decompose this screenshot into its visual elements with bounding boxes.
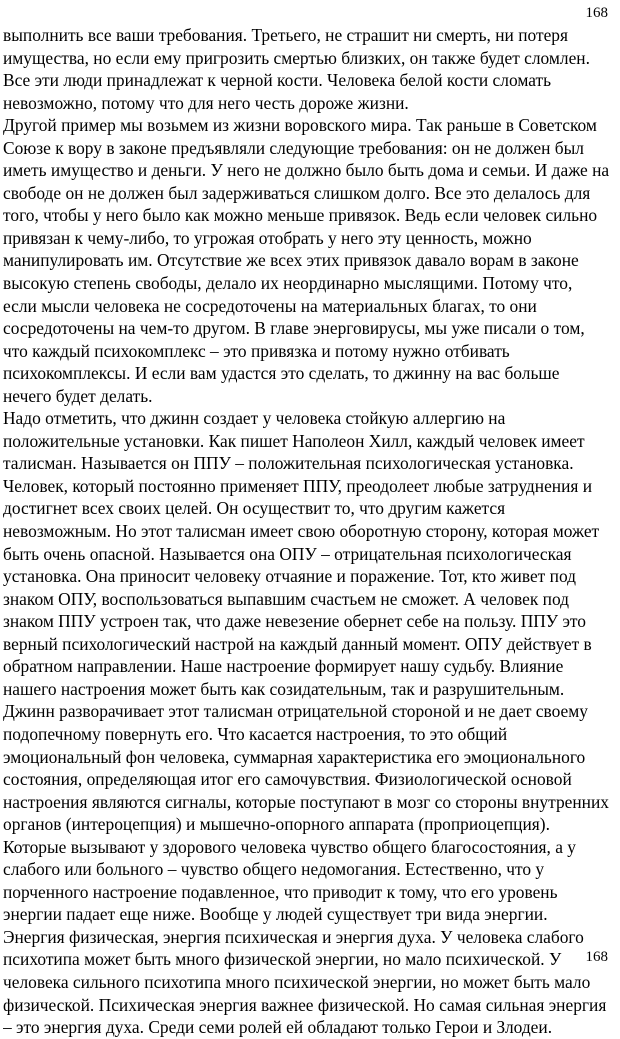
text-line: обратном направлении. Наше настроение формирует нашу судьбу. Влияние [3, 656, 564, 677]
text-line: сосредоточены на чем-то другом. В главе энерговирусы, мы уже писали о том, [3, 318, 585, 339]
text-line: что каждый психокомплекс – это привязка и потому нужно отбивать [3, 340, 510, 361]
text-line: – это энергия духа. Среди семи ролей ей обладают только Герои и Злодеи. [3, 1017, 553, 1038]
text-line: знаком ОПУ, воспользоваться выпавшим счастьем не сможет. А человек под [3, 588, 570, 609]
text-line: имущества, но если ему пригрозить смертью близких, он также будет сломлен. [3, 47, 590, 68]
text-line: энергии падает еще ниже. Вообще у людей существует три вида энергии. [3, 904, 548, 925]
text-line: состояния, определяющая итог его самочувствия. Физиологической основой [3, 769, 572, 790]
text-line: физической. Психическая энергия важнее физической. Но самая сильная энергия [3, 994, 607, 1015]
text-line: если мысли человека не сосредоточены на материальных благах, то они [3, 295, 537, 316]
text-line: настроения являются сигналы, которые поступают в мозг со стороны внутренних [3, 791, 609, 812]
text-line: психокомплексы. И если вам удастся это сделать, то джинну на вас больше [3, 363, 560, 384]
text-line: того, чтобы у него было как можно меньше привязок. Ведь если человек сильно [3, 205, 598, 226]
page-number-top: 168 [585, 5, 608, 21]
text-line: манипулировать им. Отсутствие же всех этих привязок давало ворам в законе [3, 250, 579, 271]
text-line: нашего настроения может быть как созидательным, так и разрушительным. [3, 678, 565, 699]
text-line: выполнить все ваши требования. Третьего, не страшит ни смерть, ни потеря [3, 25, 568, 45]
text-line: высокую степень свободы, делало их неординарно мыслящими. Потому что, [3, 273, 573, 294]
text-line: Союзе к вору в законе предъявляли следующие требования: он не должен был [3, 137, 584, 158]
text-line: верный психологический настрой на каждый данный момент. ОПУ действует в [3, 633, 592, 654]
text-line: органов (интероцепция) и мышечно-опорного аппарата (проприоцепция). [3, 814, 550, 835]
text-line: иметь имущество и деньги. У него не должно было быть дома и семьи. И даже на [3, 160, 610, 181]
text-line: привязан к чему-либо, то угрожая отобрать у него эту ценность, можно [3, 227, 532, 248]
text-line: порченного настроение подавленное, что приводит к тому, что его уровень [3, 881, 558, 902]
body-text [3, 24, 615, 1039]
text-line: нечего будет делать. [3, 385, 153, 406]
text-line: Человек, который постоянно применяет ППУ, преодолеет любые затруднения и [3, 475, 593, 496]
text-line: Энергия физическая, энергия психическая и энергия духа. У человека слабого [3, 926, 584, 947]
text-line: невозможным. Но этот талисман имеет свою оборотную сторону, которая может [3, 521, 600, 542]
page-number-bottom: 168 [585, 949, 608, 965]
text-line: положительные установки. Как пишет Наполеон Хилл, каждый человек имеет [3, 430, 585, 451]
text-line: слабого или больного – чувство общего недомогания. Естественно, что у [3, 859, 545, 880]
text-line: психотипа может быть много физической энергии, но мало психической. У [3, 949, 562, 970]
text-line: человека сильного психотипа много психической энергии, но может быть мало [3, 971, 591, 992]
text-line: подопечному повернуть его. Что касается настроения, то это общий [3, 723, 508, 744]
text-line: невозможно, потому что для него честь дороже жизни. [3, 92, 409, 113]
text-line: эмоциональный фон человека, суммарная характеристика его эмоционального [3, 746, 586, 767]
text-line: достигнет всех своих целей. Он осуществит то, что другим кажется [3, 498, 506, 519]
text-line: быть очень опасной. Называется она ОПУ – отрицательная психологическая [3, 543, 572, 564]
text-line: Которые вызывают у здорового человека чувство общего благосостояния, а у [3, 836, 576, 857]
text-line: Другой пример мы возьмем из жизни воровского мира. Так раньше в Советском [3, 115, 597, 136]
text-line: свободе он не должен был задерживаться слишком долго. Все это делалось для [3, 182, 591, 203]
text-line: Джинн разворачивает этот талисман отрицательной стороной и не дает своему [3, 701, 588, 722]
text-line: талисман. Называется он ППУ – положительная психологическая установка. [3, 453, 574, 474]
text-line: Все эти люди принадлежат к черной кости. Человека белой кости сломать [3, 70, 551, 91]
text-line: Надо отметить, что джинн создает у человека стойкую аллергию на [3, 408, 506, 429]
text-line: знаком ППУ устроен так, что даже невезение обернет себе на пользу. ППУ это [3, 611, 587, 632]
text-line: установка. Она приносит человеку отчаяние и поражение. Тот, кто живет под [3, 566, 576, 587]
